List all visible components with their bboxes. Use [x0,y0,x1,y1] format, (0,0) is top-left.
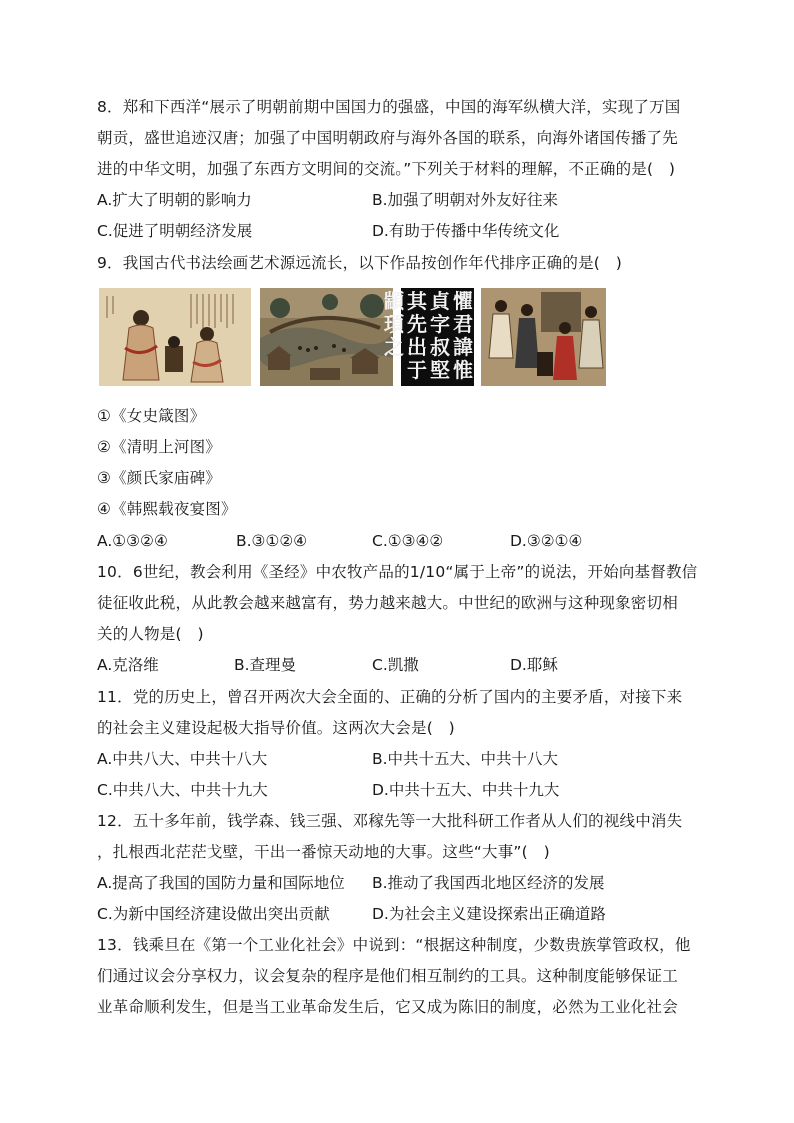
calligraphy-char: 叔 [430,335,450,359]
calligraphy-char: 之 [384,335,404,359]
q10-option-c: C.凯撒 [372,656,419,674]
q12-stem-line-2: ，扎根西北茫茫戈壁，干出一番惊天动地的大事。这些“大事”( ) [97,843,550,861]
q13-stem-line-2: 们通过议会分享权力，议会复杂的程序是他们相互制约的工具。这种制度能够保证工 [97,967,678,985]
q11-option-c: C.中共八大、中共十九大 [97,781,268,799]
calligraphy-char: 于 [407,358,427,382]
q12-option-d: D.为社会主义建设探索出正确道路 [372,905,606,923]
q9-item-4: ④《韩熙载夜宴图》 [97,500,237,518]
q9-option-b: B.③①②④ [236,532,308,550]
q12-option-a: A.提高了我国的国防力量和国际地位 [97,874,345,892]
calligraphy-char: 出 [407,335,427,359]
calligraphy-char: 懼 [453,289,473,313]
calligraphy-char: 其 [407,289,427,313]
q9-item-1: ①《女史箴图》 [97,407,206,425]
calligraphy-yanshi-jiamiao-bei [384,288,474,386]
q8-option-d: D.有助于传播中华传统文化 [372,222,560,240]
painting-nushi-zhen-tu [99,288,251,386]
calligraphy-char: 顓 [384,289,404,313]
q12-option-c: C.为新中国经济建设做出突出贡献 [97,905,330,923]
q11-option-a: A.中共八大、中共十八大 [97,750,268,768]
q11-stem-line-2: 的社会主义建设起极大指导价值。这两次大会是( ) [97,719,455,737]
calligraphy-char: 字 [430,312,450,336]
q8-stem-line-3: 进的中华文明，加强了东西方文明间的交流。”下列关于材料的理解，不正确的是( ) [97,160,676,178]
q8-option-c: C.促进了明朝经济发展 [97,222,253,240]
q13-stem-line-1: 13．钱乘旦在《第一个工业化社会》中说到：“根据这种制度，少数贵族掌管政权，他 [97,936,691,954]
q9-option-c: C.①③④② [372,532,444,550]
q11-stem-line-1: 11．党的历史上，曾召开两次大会全面的、正确的分析了国内的主要矛盾，对接下来 [97,688,683,706]
q9-item-3: ③《颜氏家庙碑》 [97,469,221,487]
painting-qingming-shanghe-tu [260,288,393,386]
q11-option-d: D.中共十五大、中共十九大 [372,781,560,799]
q10-option-b: B.查理曼 [234,656,297,674]
q8-option-a: A.扩大了明朝的影响力 [97,191,252,209]
q10-stem-line-2: 徒征收此税，从此教会越来越富有，势力越来越大。中世纪的欧洲与这种现象密切相 [97,594,678,612]
painting-hanxizai-yeyan-tu [481,288,606,386]
q9-option-d: D.③②①④ [510,532,583,550]
q8-stem-line-1: 8．郑和下西洋“展示了明朝前期中国国力的强盛，中国的海军纵横大洋，实现了万国 [97,98,681,116]
q10-option-a: A.克洛维 [97,656,159,674]
q9-stem: 9．我国古代书法绘画艺术源远流长，以下作品按创作年代排序正确的是( ) [97,254,622,272]
q12-stem-line-1: 12．五十多年前，钱学森、钱三强、邓稼先等一大批科研工作者从人们的视线中消失 [97,812,683,830]
q13-stem-line-3: 业革命顺利发生，但是当工业革命发生后，它又成为陈旧的制度，必然为工业化社会 [97,998,678,1016]
calligraphy-char: 先 [407,312,427,336]
calligraphy-char: 惟 [453,358,473,382]
calligraphy-char: 君 [453,312,473,336]
q10-option-d: D.耶稣 [510,656,558,674]
q9-item-2: ②《清明上河图》 [97,438,221,456]
calligraphy-char: 貞 [430,289,450,313]
q12-option-b: B.推动了我国西北地区经济的发展 [372,874,605,892]
q9-option-a: A.①③②④ [97,532,168,550]
calligraphy-char: 諱 [453,335,473,359]
calligraphy-char: 頊 [384,312,404,336]
calligraphy-char: 堅 [430,358,450,382]
q8-stem-line-2: 朝贡，盛世追迹汉唐；加强了中国明朝政府与海外各国的联系，向海外诸国传播了先 [97,129,678,147]
q10-stem-line-3: 关的人物是( ) [97,625,204,643]
q8-option-b: B.加强了明朝对外友好往来 [372,191,559,209]
q10-stem-line-1: 10．6世纪，教会利用《圣经》中农牧产品的1/10“属于上帝”的说法，开始向基督教信 [97,563,698,581]
q11-option-b: B.中共十五大、中共十八大 [372,750,559,768]
